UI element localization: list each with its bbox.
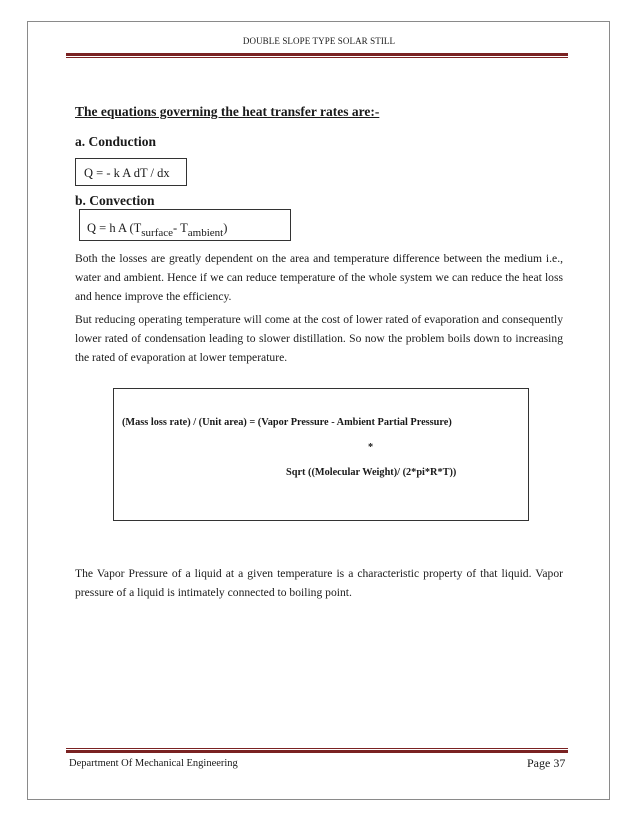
conduction-equation-box bbox=[75, 158, 187, 186]
convection-equation-prefix: Q = h A (T bbox=[87, 221, 142, 235]
footer-department: Department Of Mechanical Engineering bbox=[69, 758, 238, 769]
header-rule-thick bbox=[66, 53, 568, 56]
header-rule-thin bbox=[66, 57, 568, 58]
formula-line-1: (Mass loss rate) / (Unit area) = (Vapor Pressure - Ambient Partial Pressure) bbox=[122, 417, 452, 428]
main-heading: The equations governing the heat transfer rates are:- bbox=[75, 104, 380, 119]
paragraph-vapor-pressure: The Vapor Pressure of a liquid at a given temperature is a characteristic property of that liquid. Vapor pressure of a liquid is intimately connected to boiling point. bbox=[75, 567, 563, 599]
header-title: DOUBLE SLOPE TYPE SOLAR STILL bbox=[242, 36, 396, 46]
convection-equation-mid: - T bbox=[173, 221, 188, 235]
convection-heading: b. Convection bbox=[75, 193, 155, 208]
subscript-surface: surface bbox=[141, 227, 174, 239]
footer-rule-thin bbox=[66, 748, 568, 749]
formula-line-3: Sqrt ((Molecular Weight)/ (2*pi*R*T)) bbox=[286, 467, 457, 478]
formula-multiply-sign: * bbox=[368, 442, 374, 453]
conduction-heading: a. Conduction bbox=[75, 134, 157, 149]
conduction-equation: Q = - k A dT / dx bbox=[84, 166, 170, 180]
subscript-ambient: ambient bbox=[187, 227, 224, 239]
footer-page-number: Page 37 bbox=[527, 756, 566, 770]
convection-equation-suffix: ) bbox=[223, 221, 228, 235]
paragraph-losses: Both the losses are greatly dependent on the area and temperature difference between the medium i.e., water and ambient. Hence if we can reduce temperature of the whole system we can reduce the heat loss and hence improve the efficiency. bbox=[75, 252, 563, 303]
convection-equation-box bbox=[79, 209, 291, 241]
footer-rule-thick bbox=[66, 750, 568, 753]
evaporation-formula-box bbox=[113, 388, 529, 521]
paragraph-operating-temperature: But reducing operating temperature will come at the cost of lower rated of evaporation and consequently lower rated of condensation leading to slower distillation. So now the problem boils down to increasing the rated of evaporation at lower temperature. bbox=[75, 313, 563, 364]
